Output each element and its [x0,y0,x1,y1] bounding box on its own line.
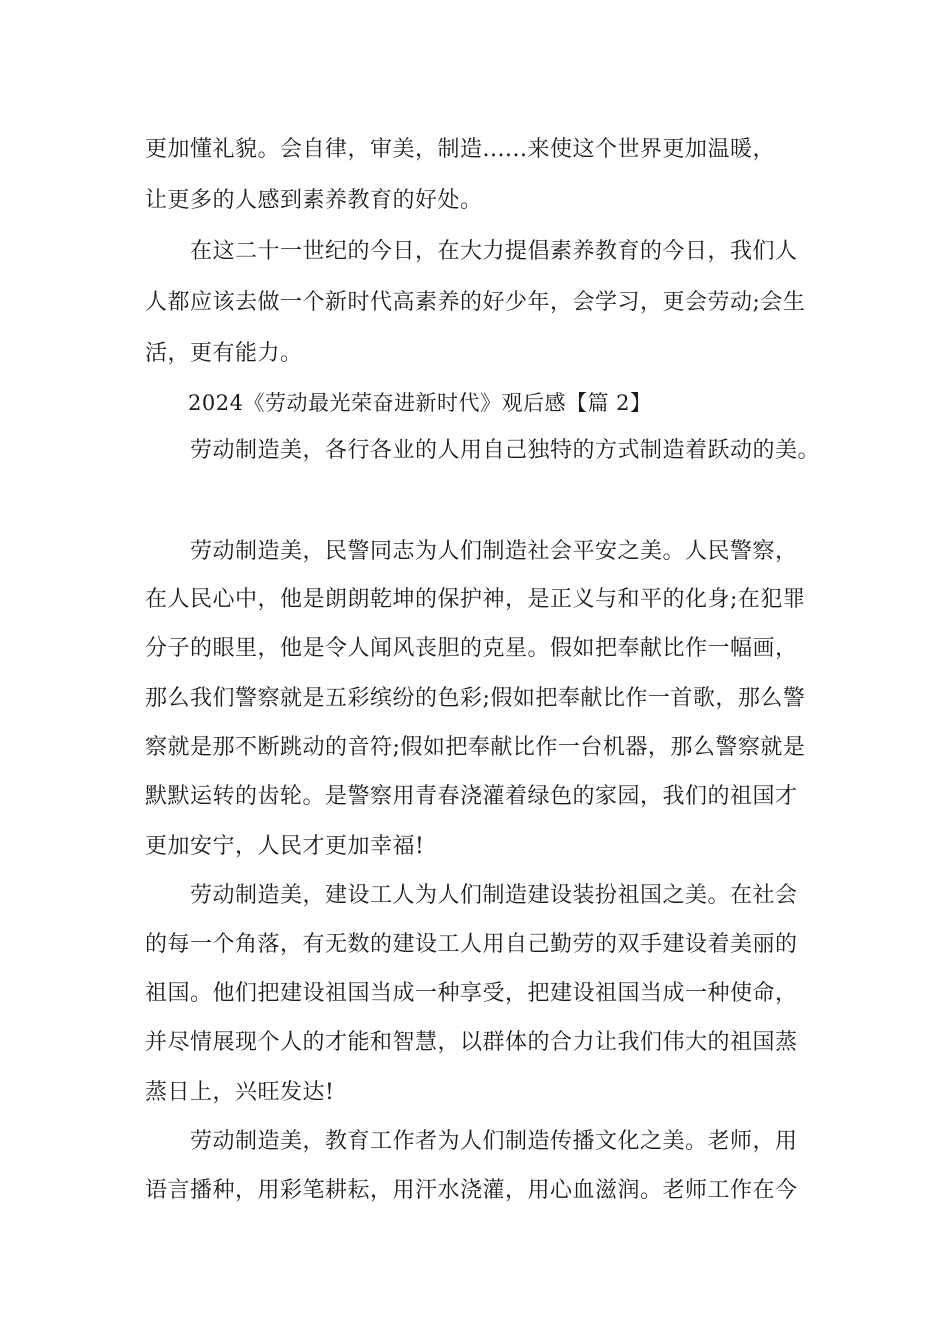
paragraph-line: 劳动制造美，民警同志为人们制造社会平安之美。人民警察， [190,539,798,564]
paragraph-line: 人都应该去做一个新时代高素养的好少年，会学习，更会劳动;会生 [145,290,806,315]
paragraph-line: 在这二十一世纪的今日，在大力提倡素养教育的今日，我们人 [190,239,798,264]
paragraph-line: 默默运转的齿轮。是警察用青春浇灌着绿色的家园，我们的祖国才 [145,784,798,809]
section-heading: 2024《劳动最光荣奋进新时代》观后感【篇 2】 [188,391,652,415]
paragraph-line: 让更多的人感到素养教育的好处。 [145,188,483,213]
paragraph-line: 蒸日上，兴旺发达! [145,1080,335,1105]
paragraph-line: 语言播种，用彩笔耕耘，用汗水浇灌，用心血滋润。老师工作在今 [145,1178,798,1203]
paragraph-line: 分子的眼里，他是令人闻风丧胆的克星。假如把奉献比作一幅画， [145,636,798,661]
paragraph-line: 劳动制造美，各行各业的人用自己独特的方式制造着跃动的美。 [190,438,821,463]
paragraph-line: 祖国。他们把建设祖国当成一种享受，把建设祖国当成一种使命， [145,981,798,1006]
paragraph-line: 的每一个角落，有无数的建设工人用自己勤劳的双手建设着美丽的 [145,932,798,957]
paragraph-line: 劳动制造美，建设工人为人们制造建设装扮祖国之美。在社会 [190,883,798,908]
paragraph-line: 劳动制造美，教育工作者为人们制造传播文化之美。老师，用 [190,1129,798,1154]
paragraph-line: 活，更有能力。 [145,341,303,366]
paragraph-line: 更加懂礼貌。会自律，审美，制造......来使这个世界更加温暖， [145,137,775,162]
paragraph-line: 并尽情展现个人的才能和智慧，以群体的合力让我们伟大的祖国蒸 [145,1030,798,1055]
paragraph-line: 那么我们警察就是五彩缤纷的色彩;假如把奉献比作一首歌，那么警 [145,686,806,711]
paragraph-line: 更加安宁，人民才更加幸福! [145,834,425,859]
paragraph-line: 察就是那不断跳动的音符;假如把奉献比作一台机器，那么警察就是 [145,735,806,760]
paragraph-line: 在人民心中，他是朗朗乾坤的保护神，是正义与和平的化身;在犯罪 [145,587,806,612]
